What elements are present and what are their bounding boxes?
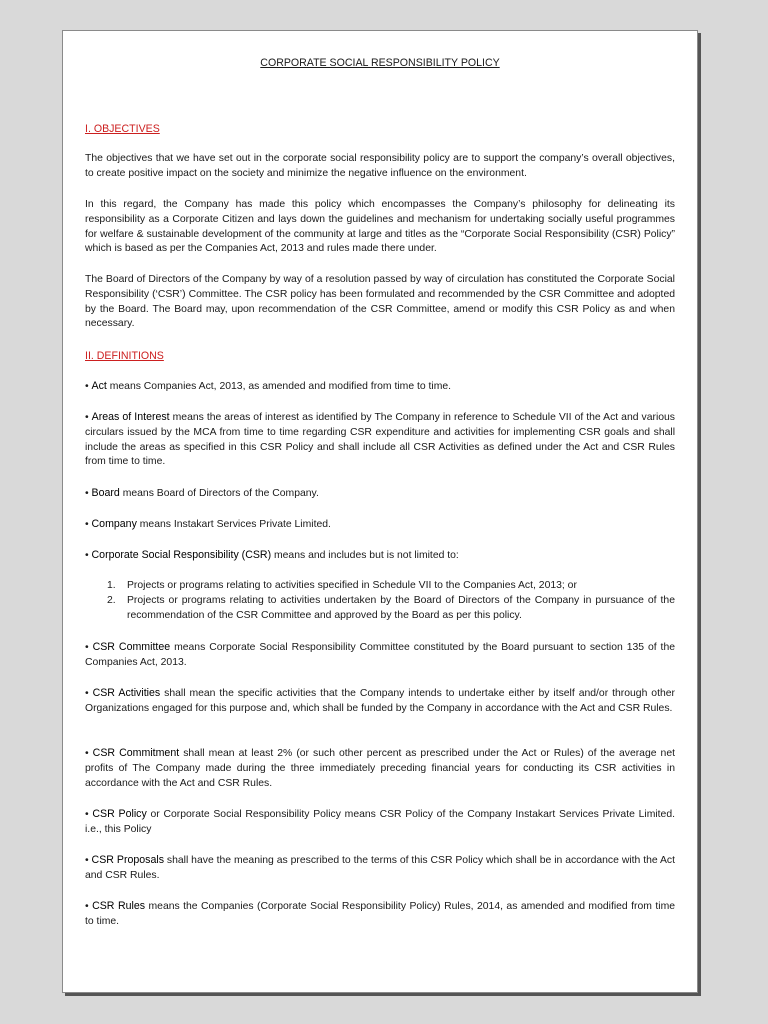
definition-term: Act: [91, 380, 107, 392]
list-text: Projects or programs relating to activities undertaken by the Board of Directors of the Company in pursuance of the recommendation of the CSR Committee and approved by the Board as per this policy.: [127, 594, 675, 621]
definition-term: CSR Proposals: [91, 854, 164, 866]
document-page: [62, 30, 698, 993]
definition-csr-activities: • CSR Activities shall mean the specific activities that the Company intends to undertake either by itself and/or through other Organizations engaged for this purpose and, which shall be funded by the Company in accordance with the Act and CSR Rules.: [85, 687, 675, 714]
list-number: 2.: [107, 594, 116, 606]
document-title: CORPORATE SOCIAL RESPONSIBILITY POLICY: [260, 57, 500, 69]
definition-text: means and includes but is not limited to:: [271, 550, 459, 561]
definition-term: Company: [91, 518, 137, 530]
definition-text: means Companies Act, 2013, as amended and modified from time to time.: [106, 381, 452, 392]
objectives-heading: I. OBJECTIVES: [85, 123, 160, 135]
definition-text: means the areas of interest as identified by The Company in reference to Schedule VII of the Act and various circulars issued by the MCA from time to time regarding CSR expenditure and activities for implementing CSR goals and shall include the areas as specified in this CSR Policy and shall include all CSR Activities as defined under the Act and CSR Rules from time to time.: [85, 412, 676, 468]
definition-text: means Instakart Services Private Limited.: [136, 519, 331, 530]
definition-text: shall have the meaning as prescribed to the terms of this CSR Policy which shall be in accordance with the Act and CSR Rules.: [85, 855, 675, 881]
definition-csr-commitment: • CSR Commitment shall mean at least 2% (or such other percent as prescribed under the Act or Rules) of the average net profits of The Company made during the three immediately preceding financial years for conducting its CSR activities in accordance with the Act and CSR Rules.: [85, 747, 675, 789]
definition-board: • Board means Board of Directors of the Company.: [85, 487, 319, 499]
definition-company: • Company means Instakart Services Private Limited.: [85, 518, 331, 530]
list-text: Projects or programs relating to activities specified in Schedule VII to the Companies Act, 2013; or: [127, 580, 577, 591]
definition-term: CSR Activities: [92, 687, 161, 699]
definition-term: Corporate Social Responsibility (CSR): [91, 549, 272, 561]
definition-text: shall mean the specific activities that the Company intends to undertake either by itself and/or through other Organizations engaged for this purpose and, which shall be funded by the Company in accordance with the Act and CSR Rules.: [85, 688, 675, 714]
definition-csr-committee: • CSR Committee means Corporate Social Responsibility Committee constituted by the Board pursuant to section 135 of the Companies Act, 2013.: [85, 641, 676, 668]
list-item: [107, 594, 675, 624]
definition-text: means the Companies (Corporate Social Responsibility Policy) Rules, 2014, as amended and modified from time to time.: [85, 901, 676, 927]
definition-term: Areas of Interest: [91, 411, 170, 423]
definition-text: means Board of Directors of the Company.: [119, 488, 319, 499]
objectives-paragraph-2: In this regard, the Company has made this policy which encompasses the Company’s philosophy for delineating its responsibility as a Corporate Citizen and lays down the guidelines and mechanism for undertaking socially useful programmes for welfare & sustainable development of the community at large and titles as the “Corporate Social Responsibility (CSR) Policy” which is based as per the Companies Act, 2013 and rules made there under.: [85, 199, 675, 255]
list-item: [107, 579, 675, 594]
objectives-paragraph-1: The objectives that we have set out in the corporate social responsibility policy are to support the company’s overall objectives, to create positive impact on the society and minimize the negative influence on the environment.: [85, 153, 675, 179]
definition-term: Board: [91, 487, 120, 499]
definition-term: CSR Commitment: [92, 747, 180, 759]
definition-csr-rules: • CSR Rules means the Companies (Corporate Social Responsibility Policy) Rules, 2014, as amended and modified from time to time.: [85, 900, 676, 927]
definition-act: • Act means Companies Act, 2013, as amended and modified from time to time.: [85, 380, 452, 392]
definition-csr-policy: • CSR Policy or Corporate Social Responsibility Policy means CSR Policy of the Company Instakart Services Private Limited. i.e., this Policy: [85, 808, 675, 835]
definitions-heading: II. DEFINITIONS: [85, 350, 164, 362]
definition-term: CSR Policy: [92, 808, 147, 820]
definition-text: means Corporate Social Responsibility Committee constituted by the Board pursuant to section 135 of the Companies Act, 2013.: [85, 642, 676, 668]
csr-numbered-list: [107, 579, 675, 623]
definition-csr-proposals: • CSR Proposals shall have the meaning as prescribed to the terms of this CSR Policy which shall be in accordance with the Act and CSR Rules.: [85, 854, 675, 881]
definition-areas-of-interest: • Areas of Interest means the areas of interest as identified by The Company in reference to Schedule VII of the Act and various circulars issued by the MCA from time to time regarding CSR expenditure and activities for implementing CSR goals and shall include the areas as specified in this CSR Policy and shall include all CSR Activities as defined under the Act and CSR Rules from time to time.: [85, 411, 676, 468]
definition-csr: • Corporate Social Responsibility (CSR) means and includes but is not limited to:: [85, 549, 459, 561]
objectives-paragraph-3: The Board of Directors of the Company by way of a resolution passed by way of circulation has constituted the Corporate Social Responsibility (‘CSR’) Committee. The CSR policy has been formulated and recommended by the CSR Committee and adopted by the Board. The Board may, upon recommendation of the CSR Committee, amend or modify this CSR Policy as and when necessary.: [85, 274, 675, 330]
definition-text: or Corporate Social Responsibility Policy means CSR Policy of the Company Instakart Services Private Limited. i.e., this Policy: [85, 809, 675, 835]
definition-text: shall mean at least 2% (or such other percent as prescribed under the Act or Rules) of the average net profits of The Company made during the three immediately preceding financial years for conducting its CSR activities in accordance with the Act and CSR Rules.: [85, 748, 675, 789]
definition-term: CSR Committee: [92, 641, 171, 653]
definition-term: CSR Rules: [92, 900, 146, 912]
list-number: 1.: [107, 580, 116, 591]
